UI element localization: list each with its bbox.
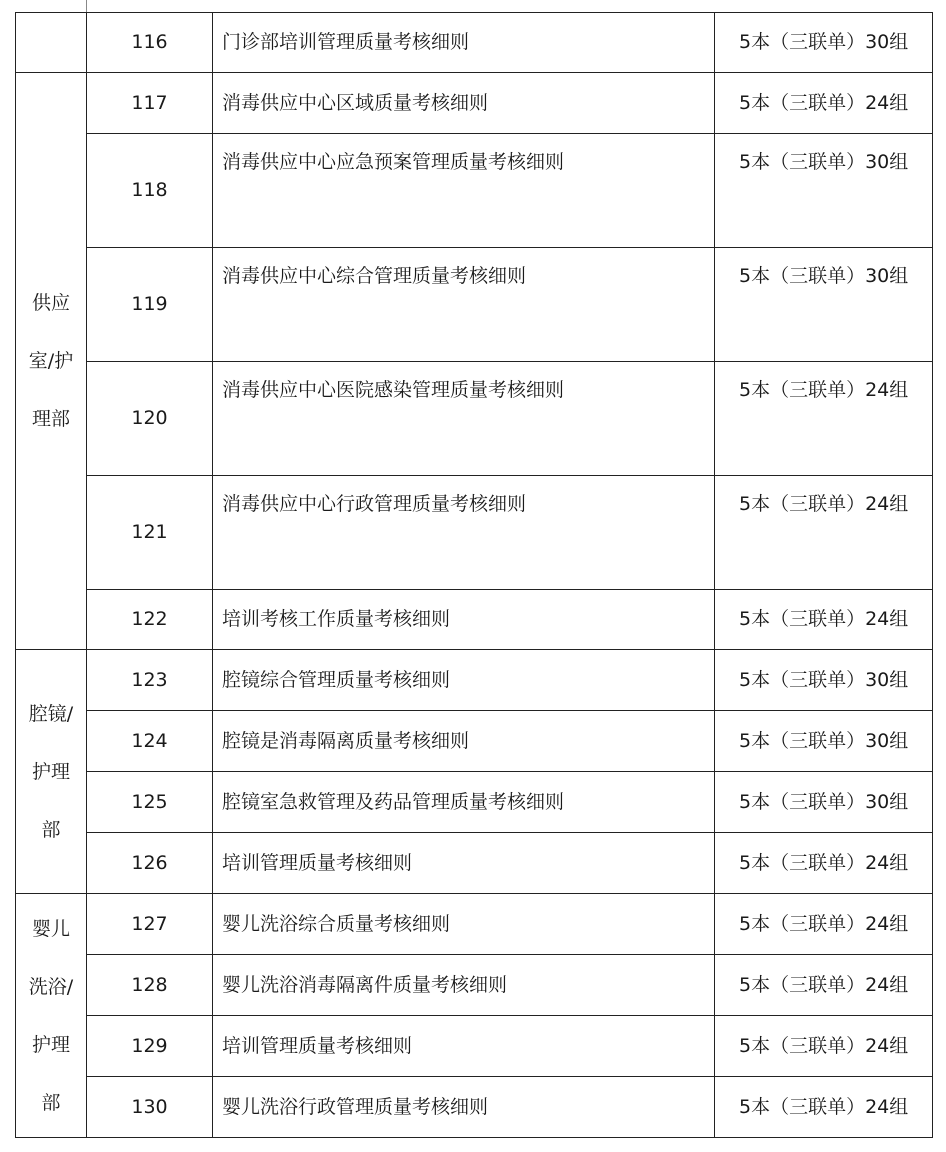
form-quantity: 5本（三联单）24组: [715, 73, 933, 134]
table-row: [16, 590, 933, 650]
form-name: 消毒供应中心综合管理质量考核细则: [213, 248, 715, 362]
form-quantity: 5本（三联单）30组: [715, 134, 933, 248]
table-row: [16, 362, 933, 476]
row-number: 117: [87, 73, 213, 134]
dept-cell-endoscopy: [16, 650, 87, 894]
dept-label-line: 洗浴/: [28, 975, 74, 998]
row-number: 118: [87, 134, 213, 248]
dept-label-line: 护理: [31, 1033, 70, 1056]
row-number: 116: [87, 13, 213, 73]
top-edge-line: [86, 0, 87, 12]
form-quantity: 5本（三联单）30组: [715, 772, 933, 833]
form-quantity: 5本（三联单）24组: [715, 1016, 933, 1077]
table-row: [16, 711, 933, 772]
table-row: [16, 73, 933, 134]
form-name: 婴儿洗浴综合质量考核细则: [213, 894, 715, 955]
form-name: 消毒供应中心医院感染管理质量考核细则: [213, 362, 715, 476]
table-row: [16, 476, 933, 590]
form-name: 腔镜是消毒隔离质量考核细则: [213, 711, 715, 772]
table-row: [16, 1016, 933, 1077]
table-row: [16, 13, 933, 73]
form-name: 腔镜综合管理质量考核细则: [213, 650, 715, 711]
dept-label-line: 部: [41, 1091, 61, 1114]
table-row: [16, 650, 933, 711]
form-name: 婴儿洗浴消毒隔离件质量考核细则: [213, 955, 715, 1016]
form-quantity: 5本（三联单）24组: [715, 476, 933, 590]
dept-cell-supply: [16, 73, 87, 650]
dept-cell-empty: [16, 13, 87, 73]
table-row: [16, 833, 933, 894]
dept-label-line: 供应: [31, 292, 70, 314]
form-name: 培训管理质量考核细则: [213, 1016, 715, 1077]
row-number: 120: [87, 362, 213, 476]
row-number: 121: [87, 476, 213, 590]
dept-label-line: 腔镜/: [28, 702, 74, 725]
table-row: [16, 248, 933, 362]
table-row: [16, 955, 933, 1016]
form-name: 婴儿洗浴行政管理质量考核细则: [213, 1077, 715, 1138]
form-quantity: 5本（三联单）30组: [715, 711, 933, 772]
row-number: 128: [87, 955, 213, 1016]
form-name: 腔镜室急救管理及药品管理质量考核细则: [213, 772, 715, 833]
table-row: [16, 1077, 933, 1138]
form-quantity: 5本（三联单）24组: [715, 590, 933, 650]
form-quantity: 5本（三联单）24组: [715, 833, 933, 894]
dept-cell-bath: [16, 894, 87, 1138]
form-quantity: 5本（三联单）30组: [715, 13, 933, 73]
table-row: [16, 772, 933, 833]
dept-label-line: 婴儿: [31, 917, 70, 940]
form-name: 消毒供应中心应急预案管理质量考核细则: [213, 134, 715, 248]
form-quantity: 5本（三联单）30组: [715, 248, 933, 362]
row-number: 126: [87, 833, 213, 894]
form-name: 消毒供应中心行政管理质量考核细则: [213, 476, 715, 590]
row-number: 119: [87, 248, 213, 362]
dept-label-line: 护理: [31, 760, 70, 783]
dept-label-line: 理部: [31, 408, 70, 430]
form-quantity: 5本（三联单）24组: [715, 894, 933, 955]
row-number: 129: [87, 1016, 213, 1077]
dept-label-line: 部: [41, 818, 61, 841]
form-name: 消毒供应中心区域质量考核细则: [213, 73, 715, 134]
form-name: 培训管理质量考核细则: [213, 833, 715, 894]
form-list-table: [15, 12, 933, 1138]
table-row: [16, 134, 933, 248]
row-number: 127: [87, 894, 213, 955]
form-quantity: 5本（三联单）24组: [715, 1077, 933, 1138]
form-name: 门诊部培训管理质量考核细则: [213, 13, 715, 73]
row-number: 122: [87, 590, 213, 650]
row-number: 130: [87, 1077, 213, 1138]
form-quantity: 5本（三联单）24组: [715, 955, 933, 1016]
row-number: 124: [87, 711, 213, 772]
row-number: 123: [87, 650, 213, 711]
table-row: [16, 894, 933, 955]
row-number: 125: [87, 772, 213, 833]
dept-label-line: 室/护: [28, 350, 74, 372]
form-name: 培训考核工作质量考核细则: [213, 590, 715, 650]
form-quantity: 5本（三联单）30组: [715, 650, 933, 711]
form-quantity: 5本（三联单）24组: [715, 362, 933, 476]
